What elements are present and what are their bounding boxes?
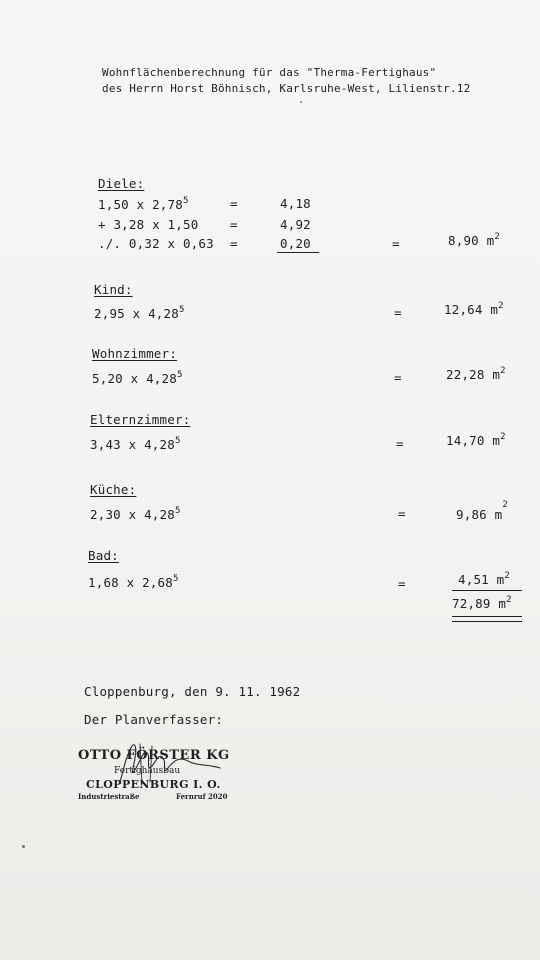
diele-total-equals: = xyxy=(392,236,400,251)
sum-rule xyxy=(452,590,522,591)
stamp-city: CLOPPENBURG I. O. xyxy=(86,778,221,791)
header-line-2: des Herrn Horst Böhnisch, Karlsruhe-West, Lilienstr.12 xyxy=(102,82,471,95)
diele-row1-expression: 1,50 x 2,78$^5$ xyxy=(98,196,189,212)
kueche-total: 9,86 $m^2$ xyxy=(456,500,508,522)
punch-mark xyxy=(22,845,25,848)
signer-label: Der Planverfasser: xyxy=(84,712,224,727)
header-line-1: Wohnflächenberechnung für das "Therma-Fertighaus" xyxy=(102,66,437,79)
diele-row3-expression: ./. 0,32 x 0,63 xyxy=(98,236,214,251)
kind-equals: = xyxy=(394,305,402,320)
wohnzimmer-equals: = xyxy=(394,370,402,385)
bad-expression: 1,68 x 2,68$^5$ xyxy=(88,574,179,590)
handwritten-signature xyxy=(80,738,240,788)
grand-total: 72,89 $m^2$ xyxy=(452,595,512,611)
elternzimmer-total: 14,70 $m^2$ xyxy=(446,432,506,448)
room-title-diele: Diele: xyxy=(98,176,145,191)
diele-row2-expression: + 3,28 x 1,50 xyxy=(98,217,199,232)
bad-total: 4,51 $m^2$ xyxy=(458,571,510,587)
kind-expression: 2,95 x 4,28$^5$ xyxy=(94,305,185,321)
grand-total-double-rule xyxy=(452,616,522,622)
elternzimmer-expression: 3,43 x 4,28$^5$ xyxy=(90,436,181,452)
kueche-expression: 2,30 x 4,28$^5$ xyxy=(90,506,181,522)
diele-row2-equals: = xyxy=(230,217,238,232)
stamp-company: OTTO FÖRSTER KG xyxy=(78,748,230,763)
stamp-phone: Fernruf 2020 xyxy=(176,792,228,801)
room-title-elternzimmer: Elternzimmer: xyxy=(90,412,191,427)
diele-row3-equals: = xyxy=(230,236,238,251)
elternzimmer-equals: = xyxy=(396,436,404,451)
place-and-date: Cloppenburg, den 9. 11. 1962 xyxy=(84,684,301,699)
kueche-equals: = xyxy=(398,506,406,521)
bad-equals: = xyxy=(398,576,406,591)
diele-row1-equals: = xyxy=(230,196,238,211)
diele-subtotal-rule xyxy=(277,252,319,253)
room-title-wohnzimmer: Wohnzimmer: xyxy=(92,346,177,361)
room-title-kind: Kind: xyxy=(94,282,133,297)
diele-row3-value: 0,20 xyxy=(280,236,311,251)
room-title-bad: Bad: xyxy=(88,548,119,563)
room-title-kueche: Küche: xyxy=(90,482,137,497)
wohnzimmer-expression: 5,20 x 4,28$^5$ xyxy=(92,370,183,386)
diele-row2-value: 4,92 xyxy=(280,217,311,232)
stamp-street: Industriestraße xyxy=(78,792,140,801)
diele-total: 8,90 $m^2$ xyxy=(448,232,500,248)
stamp-business: Fertighausbau xyxy=(114,766,181,776)
wohnzimmer-total: 22,28 $m^2$ xyxy=(446,366,506,382)
speck xyxy=(300,101,302,103)
diele-row1-value: 4,18 xyxy=(280,196,311,211)
kind-total: 12,64 $m^2$ xyxy=(444,301,504,317)
